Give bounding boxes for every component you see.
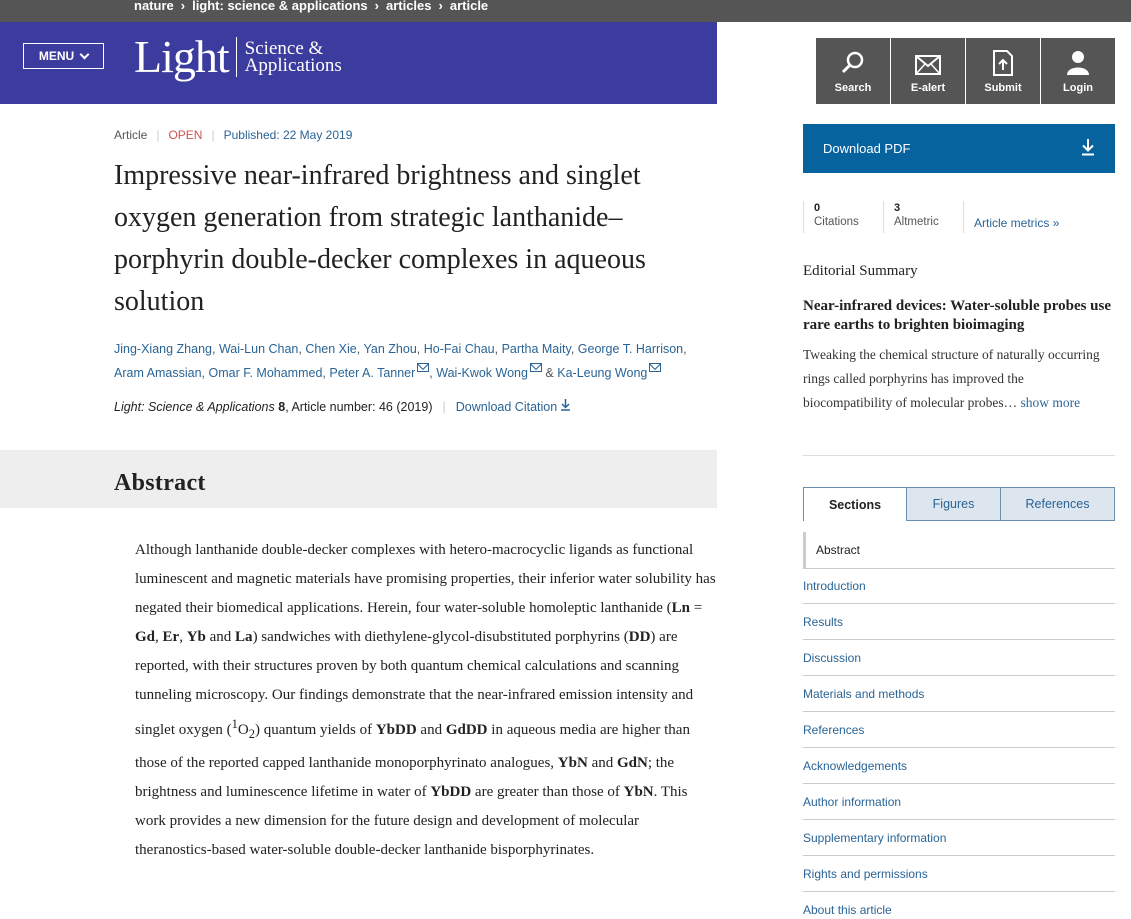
citation-volume: 8: [278, 399, 286, 414]
login-button[interactable]: [1041, 38, 1115, 104]
chevron-right-icon: ›: [180, 0, 186, 13]
sections-list: [803, 532, 1115, 919]
author-link[interactable]: Yan Zhou: [363, 342, 417, 356]
tab-figures[interactable]: Figures: [907, 487, 1001, 521]
section-link-abstract[interactable]: Abstract: [803, 532, 1115, 568]
download-citation-link[interactable]: [456, 399, 570, 414]
author-link[interactable]: Wai-Kwok Wong: [436, 366, 528, 380]
chevron-down-icon: [80, 49, 90, 59]
meta-divider: |: [211, 128, 215, 142]
show-more-link[interactable]: show more: [1020, 395, 1081, 410]
upload-document-icon: [992, 50, 1014, 76]
citation-details: , Article number: 46 (2019): [285, 399, 433, 414]
author-link[interactable]: Omar F. Mohammed: [208, 366, 323, 380]
section-link-author-information[interactable]: Author information: [803, 784, 1115, 820]
editorial-summary-body: Tweaking the chemical structure of naturally occurring rings called porphyrins has improved the biocompatibility of molecular probes…: [803, 347, 1100, 410]
citation-journal: Light: Science & Applications: [114, 399, 275, 414]
breadcrumb-journal[interactable]: light: science & applications: [192, 0, 368, 13]
citations-label: Citations: [814, 216, 859, 228]
citations-count: 0: [814, 202, 821, 214]
tab-references[interactable]: References: [1001, 487, 1115, 521]
login-label: Login: [1063, 82, 1093, 94]
author-link[interactable]: Aram Amassian: [114, 366, 202, 380]
editorial-summary-heading: Editorial Summary: [803, 263, 918, 279]
section-link-rights[interactable]: Rights and permissions: [803, 856, 1115, 892]
section-link-discussion[interactable]: Discussion: [803, 640, 1115, 676]
author-link[interactable]: Partha Maity: [501, 342, 571, 356]
e-alert-button[interactable]: [891, 38, 965, 104]
author-link[interactable]: George T. Harrison: [577, 342, 684, 356]
journal-logo[interactable]: [134, 31, 342, 82]
open-access-badge: OPEN: [168, 128, 203, 142]
editorial-summary-text: [803, 343, 1115, 415]
download-pdf-label: Download PDF: [823, 141, 911, 156]
breadcrumb-articles[interactable]: articles: [385, 0, 432, 13]
search-icon: [840, 50, 866, 76]
meta-divider: |: [156, 128, 160, 142]
author-link[interactable]: Ho-Fai Chau: [423, 342, 495, 356]
article-metrics-link[interactable]: [963, 201, 1059, 233]
double-chevron-right-icon: »: [1052, 216, 1060, 230]
tool-buttons: [816, 38, 1115, 104]
submit-button[interactable]: [966, 38, 1040, 104]
section-link-references[interactable]: References: [803, 712, 1115, 748]
user-icon: [1065, 50, 1091, 76]
altmetric-label: Altmetric: [894, 216, 939, 228]
altmetric-metric: [883, 201, 963, 233]
download-icon: [1081, 138, 1095, 156]
article-metrics: [803, 201, 1059, 233]
logo-subtitle: [245, 40, 342, 74]
divider: [803, 455, 1115, 456]
author-link[interactable]: Chen Xie: [305, 342, 357, 356]
search-button[interactable]: [816, 38, 890, 104]
email-icon[interactable]: [649, 363, 661, 372]
abstract-heading: Abstract: [114, 470, 206, 496]
download-citation-label: Download Citation: [455, 400, 558, 414]
top-navigation-bar: [0, 0, 1131, 22]
section-link-introduction[interactable]: Introduction: [803, 568, 1115, 604]
logo-sub-line-2: Applications: [244, 55, 342, 76]
author-link[interactable]: Peter A. Tanner: [329, 366, 416, 380]
author-link[interactable]: Ka-Leung Wong: [557, 366, 648, 380]
citation-line: [114, 399, 570, 414]
logo-main-text: Light: [134, 31, 229, 82]
logo-divider: [236, 37, 237, 77]
download-pdf-button[interactable]: [803, 124, 1115, 173]
breadcrumb-nature[interactable]: nature: [134, 0, 174, 13]
email-icon[interactable]: [417, 363, 429, 372]
section-link-results[interactable]: Results: [803, 604, 1115, 640]
article-metrics-label: Article metrics: [974, 216, 1050, 230]
abstract-text: Although lanthanide double-decker complexes with hetero-macrocyclic ligands as functional luminescent and magnetic materials have promising properties, their inferior water solubility has negated their biomedical applications. Herein, four water-soluble homoleptic lanthanide (Ln = Gd, Er, Yb and La) sandwiches with diethylene-glycol-disubstituted porphyrins (DD) are reported, with their structures proven by both quantum chemical calculations and scanning tunneling microscopy. Our findings demonstrate that the near-infrared emission intensity and singlet oxygen $(^1O_2)$ quantum yields of YbDD and GdDD in aqueous media are higher than those of the reported capped lanthanide monoporphyrinato analogues, YbN and GdN; the brightness and luminescence lifetime in water of YbDD are greater than those of YbN. This work provides a new dimension for the future design and development of molecular theranostics-based water-soluble double-decker lanthanide bisporphyrinates.: [135, 542, 716, 858]
logo-sub-line-1: Science &: [244, 38, 324, 59]
menu-button[interactable]: [23, 43, 104, 69]
search-label: Search: [834, 82, 872, 94]
section-link-about[interactable]: About this article: [803, 892, 1115, 919]
author-link[interactable]: Wai-Lun Chan: [218, 342, 299, 356]
author-list: Jing-Xiang Zhang, Wai-Lun Chan, Chen Xie, Yan Zhou, Ho-Fai Chau, Partha Maity, George T. Harrison, Aram Amassian, Omar F. Mohammed, Peter A. Tanner , Wai-Kwok Wong & Ka-Leung Wong: [114, 342, 687, 380]
citations-metric: [803, 201, 883, 233]
download-icon: [561, 399, 570, 411]
chevron-right-icon: ›: [374, 0, 379, 13]
breadcrumb: [134, 0, 488, 13]
article-meta: [114, 128, 352, 142]
citation-divider: |: [442, 399, 446, 414]
menu-label: MENU: [38, 49, 75, 63]
author-link[interactable]: Jing-Xiang Zhang: [114, 342, 212, 356]
email-icon[interactable]: [530, 363, 542, 372]
e-alert-label: E-alert: [910, 82, 946, 94]
section-link-acknowledgements[interactable]: Acknowledgements: [803, 748, 1115, 784]
abstract-header: [0, 450, 717, 508]
altmetric-count: 3: [894, 202, 901, 214]
editorial-summary-title: Near-infrared devices: Water-soluble probes use rare earths to brighten bioimaging: [803, 298, 1112, 333]
chevron-right-icon: ›: [438, 0, 443, 13]
tab-sections[interactable]: Sections: [803, 487, 907, 521]
article-title: Impressive near-infrared brightness and singlet oxygen generation from strategic lanthanide–porphyrin double-decker complexes in aqueous solution: [114, 160, 646, 317]
journal-header: [0, 22, 717, 104]
submit-label: Submit: [984, 82, 1022, 94]
sidebar-tabs: [803, 487, 1115, 521]
section-link-supplementary[interactable]: Supplementary information: [803, 820, 1115, 856]
section-link-materials-methods[interactable]: Materials and methods: [803, 676, 1115, 712]
envelope-icon: [915, 54, 941, 76]
breadcrumb-article: article: [449, 0, 489, 13]
article-type: Article: [114, 128, 148, 142]
published-date: Published: 22 May 2019: [223, 128, 353, 142]
